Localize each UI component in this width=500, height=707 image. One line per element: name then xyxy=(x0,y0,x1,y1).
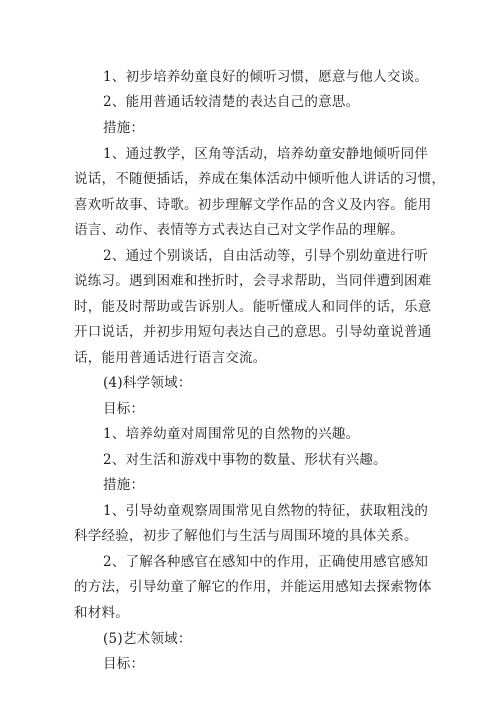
text-line-content: 说练习。遇到困难和挫折时，会寻求帮助，当同伴遭到困难 xyxy=(74,273,432,289)
text-line-content: 1、通过教学，区角等活动，培养幼童安静地倾听同伴 xyxy=(103,146,429,162)
text-line-content: (5)艺术领域： xyxy=(103,631,192,647)
text-line-content: 说话，不随便插话，养成在集体活动中倾听他人讲话的习惯， xyxy=(74,171,446,187)
text-line xyxy=(0,575,500,599)
text-line xyxy=(0,295,500,319)
text-line xyxy=(0,448,500,472)
section-heading xyxy=(0,371,500,395)
text-line xyxy=(0,346,500,370)
text-line xyxy=(0,90,500,114)
text-line-content: 开口说话，并初步用短句表达自己的意思。引导幼童说普通 xyxy=(74,324,432,340)
text-line-content: 语言、动作、表情等方式表达自己对文学作品的理解。 xyxy=(74,222,404,238)
section-label xyxy=(0,397,500,421)
text-line-content: 喜欢听故事、诗歌。初步理解文学作品的含义及内容。能用 xyxy=(74,197,432,213)
section-label xyxy=(0,116,500,140)
text-line-content: 措施： xyxy=(103,120,145,136)
text-line xyxy=(0,320,500,344)
text-line-content: 1、培养幼童对周围常见的自然物的兴趣。 xyxy=(103,426,360,442)
text-line-content: 和材料。 xyxy=(74,605,129,621)
text-line-content: 目标： xyxy=(103,656,145,672)
text-line-content: 1、初步培养幼童良好的倾听习惯，愿意与他人交谈。 xyxy=(103,69,429,85)
text-line-content: 2、通过个别谈话，自由活动等，引导个别幼童进行听 xyxy=(103,248,429,264)
text-line xyxy=(0,422,500,446)
text-line-content: 2、能用普通话较清楚的表达自己的意思。 xyxy=(103,94,360,110)
text-line xyxy=(0,499,500,523)
text-line xyxy=(0,218,500,242)
text-line xyxy=(0,550,500,574)
text-line-content: 1、引导幼童观察周围常见自然物的特征，获取粗浅的 xyxy=(103,503,429,519)
text-line-content: 的方法，引导幼童了解它的作用，并能运用感知去探索物体 xyxy=(74,579,432,595)
text-line xyxy=(0,524,500,548)
text-line xyxy=(0,601,500,625)
text-line-content: 话，能用普通话进行语言交流。 xyxy=(74,350,267,366)
text-line-content: 2、了解各种感官在感知中的作用，正确使用感官感知 xyxy=(103,554,429,570)
text-line-content: 时，能及时帮助或告诉别人。能听懂成人和同伴的话，乐意 xyxy=(74,299,432,315)
section-label xyxy=(0,473,500,497)
text-line-content: 科学经验，初步了解他们与生活与周围环境的具体关系。 xyxy=(74,528,418,544)
text-line xyxy=(0,269,500,293)
text-line-content: 目标： xyxy=(103,401,145,417)
text-line-content: 2、对生活和游戏中事物的数量、形状有兴趣。 xyxy=(103,452,387,468)
text-line xyxy=(0,142,500,166)
section-label xyxy=(0,652,500,676)
text-line xyxy=(0,65,500,89)
text-line xyxy=(0,167,500,191)
section-heading xyxy=(0,627,500,651)
text-line xyxy=(0,193,500,217)
text-line-content: (4)科学领域： xyxy=(103,375,192,391)
text-line-content: 措施： xyxy=(103,477,145,493)
text-line xyxy=(0,244,500,268)
